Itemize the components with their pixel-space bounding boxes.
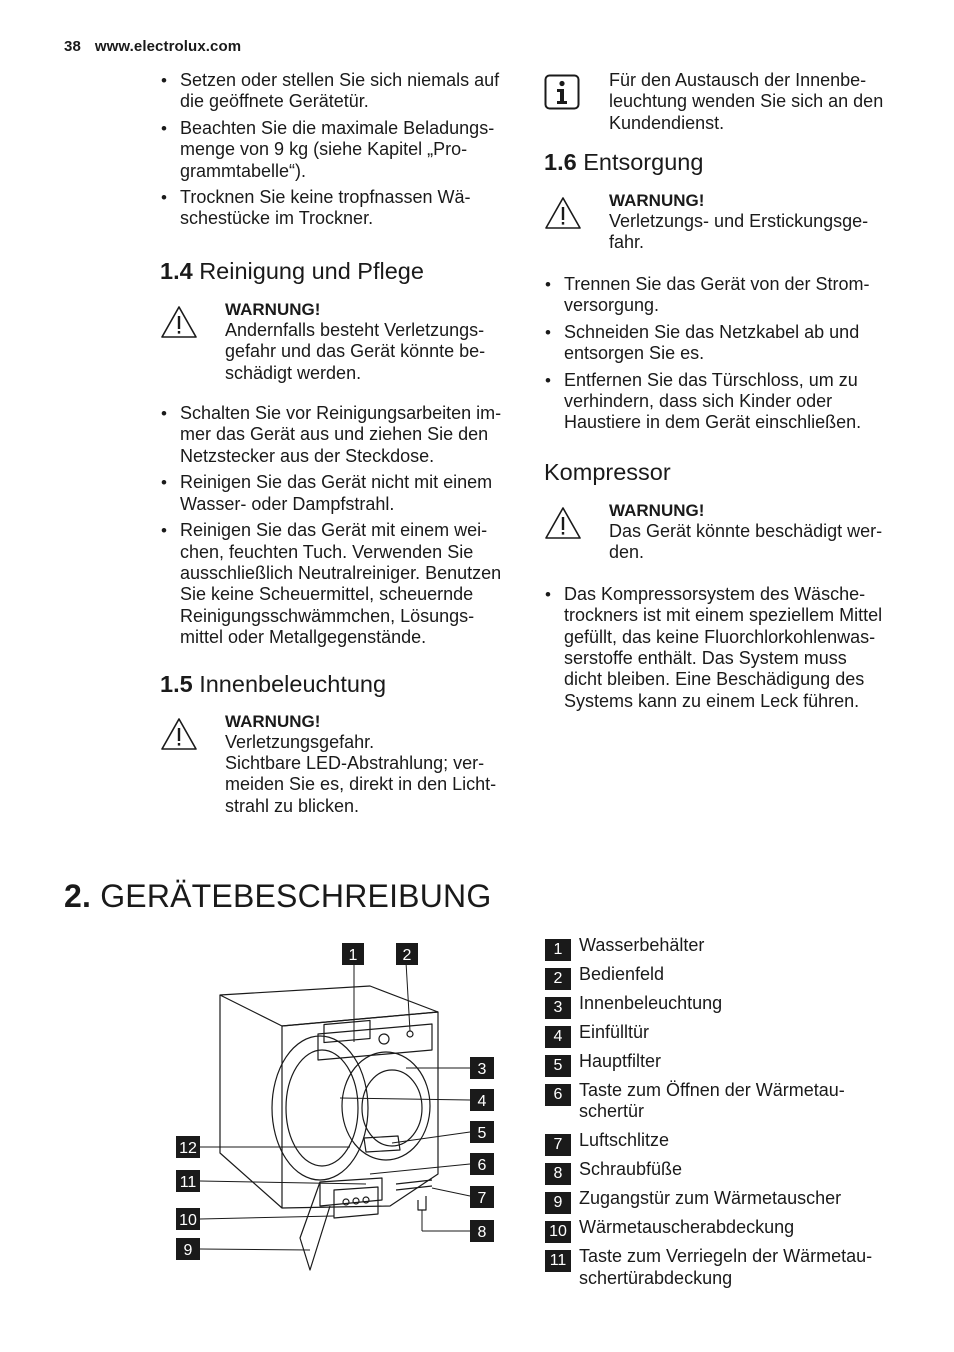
heat-exchanger-door: [300, 1182, 330, 1270]
info-icon: [544, 74, 580, 110]
section-title: Reinigung und Pflege: [199, 257, 424, 284]
legend-label: Wärmetauscherabdeckung: [579, 1217, 795, 1238]
bullet-list-kompressor: [544, 584, 894, 712]
legend-number: 7: [545, 1134, 571, 1156]
chapter-number: 2.: [64, 878, 92, 914]
bullet-list-1-4: [160, 403, 510, 648]
legend-label: Innenbeleuchtung: [579, 993, 723, 1013]
legend-item: [545, 1188, 905, 1212]
section-heading-1-6: [544, 148, 894, 176]
dryer-diagram: [170, 938, 510, 1278]
warning-triangle-icon: [160, 717, 198, 751]
left-column: [160, 70, 510, 817]
legend-number: 5: [545, 1055, 571, 1077]
program-knob: [379, 1034, 389, 1044]
diagram-label-1: 1: [348, 947, 358, 964]
diagram-label-12: 12: [179, 1140, 197, 1157]
warning-triangle-icon: [160, 305, 198, 339]
diagram-label-8: 8: [477, 1224, 487, 1241]
legend-label: Zugangstür zum Wärmetauscher: [579, 1188, 842, 1209]
legend-item: [545, 1080, 905, 1123]
heat-exchanger-area: [320, 1178, 382, 1206]
warning-block-1-5: [160, 711, 510, 818]
list-item: • Setzen oder stellen Sie sich niemals auf die geöffnete Gerätetür.: [160, 70, 510, 113]
list-item: • Schneiden Sie das Netzkabel ab und entsorgen Sie es.: [544, 322, 894, 365]
diagram-label-7: 7: [477, 1190, 487, 1207]
legend-number: 10: [545, 1221, 571, 1243]
list-item: • Trennen Sie das Gerät von der Strom- versorgung.: [544, 274, 894, 317]
component-legend: [545, 935, 905, 1297]
warning-text: Das Gerät könnte beschädigt wer- den.: [609, 520, 883, 563]
info-text: Für den Austausch der Innenbe- leuchtung wenden Sie sich an den Kundendienst.: [609, 70, 884, 133]
diagram-label-boxes: [176, 943, 494, 1260]
bullet-list-1-6: [544, 274, 894, 434]
diagram-label-5: 5: [477, 1125, 487, 1142]
legend-label: Luftschlitze: [579, 1130, 670, 1151]
section-number: 1.5: [160, 670, 193, 697]
list-item: • Beachten Sie die maximale Beladungs- menge von 9 kg (siehe Kapitel „Pro- grammtabelle“).: [160, 118, 510, 182]
panel-light: [407, 1031, 413, 1037]
site-url: www.electrolux.com: [94, 38, 242, 55]
legend-item: [545, 935, 905, 956]
bullet-list-top: [160, 70, 510, 230]
legend-item: [545, 964, 905, 985]
legend-label: Taste zum Verriegeln der Wärmetau- schertürabdeckung: [579, 1246, 873, 1288]
legend-item: [545, 1022, 905, 1043]
legend-item: [545, 1130, 905, 1154]
legend-number: 11: [545, 1250, 571, 1272]
warning-text: Verletzungsgefahr. Sichtbare LED-Abstrahlung; ver- meiden Sie es, direkt in den Licht- strahl zu blicken.: [225, 731, 497, 816]
warning-title: WARNUNG!: [609, 191, 705, 210]
diagram-label-6: 6: [477, 1157, 487, 1174]
legend-label: Wasserbehälter: [579, 935, 705, 955]
warning-text: Andernfalls besteht Verletzungs- gefahr und das Gerät könnte be- schädigt werden.: [225, 319, 486, 383]
list-item: • Das Kompressorsystem des Wäsche- trockners ist mit einem speziellem Mittel gefüllt, das keine Fluorchlorkohlenwas- serstoffe enthält. Das System muss dicht bleiben. Eine Beschädigung des Systems kann zu einem Leck führen.: [544, 584, 894, 712]
legend-item: [545, 993, 905, 1014]
list-item: • Reinigen Sie das Gerät nicht mit einem Wasser- oder Dampfstrahl.: [160, 472, 510, 515]
list-item: • Schalten Sie vor Reinigungsarbeiten im- mer das Gerät aus und ziehen Sie den Netzstecker aus der Steckdose.: [160, 403, 510, 467]
warning-title: WARNUNG!: [225, 299, 321, 319]
section-number: 1.6: [544, 149, 577, 175]
legend-number: 4: [545, 1026, 571, 1048]
warning-title: WARNUNG!: [225, 711, 321, 731]
legend-label: Einfülltür: [579, 1022, 650, 1042]
warning-triangle-icon: [544, 506, 582, 540]
legend-number: 3: [545, 997, 571, 1019]
legend-item: [545, 1217, 905, 1241]
warning-title: WARNUNG!: [609, 500, 705, 520]
dryer-top: [220, 986, 438, 1026]
list-item: • Trocknen Sie keine tropfnassen Wä- schestücke im Trockner.: [160, 187, 510, 230]
warning-block-1-6: [544, 190, 894, 256]
diagram-label-3: 3: [477, 1061, 487, 1078]
legend-number: 1: [545, 939, 571, 961]
section-title: Innenbeleuchtung: [199, 670, 387, 697]
drum-inner: [362, 1070, 422, 1146]
list-item: • Entfernen Sie das Türschloss, um zu verhindern, dass sich Kinder oder Haustiere in dem Gerät einschließen.: [544, 370, 894, 434]
warning-block-kompressor: [544, 500, 894, 566]
chapter-heading: [64, 876, 491, 916]
diagram-label-11: 11: [179, 1174, 197, 1191]
section-number: 1.4: [160, 257, 193, 284]
door-glass: [286, 1050, 358, 1166]
warning-triangle-icon: [544, 196, 582, 230]
info-block: [544, 70, 894, 136]
legend-item: [545, 1246, 905, 1289]
warning-block-1-4: [160, 299, 510, 384]
legend-number: 6: [545, 1084, 571, 1106]
warning-text: Verletzungs- und Erstickungsge- fahr.: [609, 211, 869, 253]
legend-number: 9: [545, 1192, 571, 1214]
diagram-label-9: 9: [183, 1242, 193, 1259]
section-title: Entsorgung: [583, 149, 704, 175]
right-column: [544, 70, 894, 717]
legend-number: 8: [545, 1163, 571, 1185]
page-number: 38: [64, 38, 81, 55]
section-heading-1-5: [160, 670, 510, 698]
legend-label: Schraubfüße: [579, 1159, 683, 1180]
legend-label: Taste zum Öffnen der Wärmetau- schertür: [579, 1080, 845, 1122]
screw-foot: [418, 1196, 426, 1210]
chapter-title: GERÄTEBESCHREIBUNG: [100, 878, 492, 914]
legend-number: 2: [545, 968, 571, 990]
page-header: [64, 38, 241, 55]
diagram-label-2: 2: [402, 947, 412, 964]
subsection-heading-kompressor: Kompressor: [544, 458, 671, 485]
legend-label: Hauptfilter: [579, 1051, 662, 1071]
legend-item: [545, 1051, 905, 1072]
diagram-label-10: 10: [179, 1212, 197, 1229]
diagram-label-4: 4: [477, 1093, 487, 1110]
list-item: • Reinigen Sie das Gerät mit einem wei- chen, feuchten Tuch. Verwenden Sie ausschließlich Neutralreiniger. Benutzen Sie keine Scheuermittel, scheuernde Reinigungsschwämmchen, Lösungs- mittel oder Metallgegenstände.: [160, 520, 510, 648]
legend-label: Bedienfeld: [579, 964, 665, 984]
legend-item: [545, 1159, 905, 1183]
section-heading-1-4: [160, 257, 510, 285]
dryer-front: [282, 1012, 438, 1208]
